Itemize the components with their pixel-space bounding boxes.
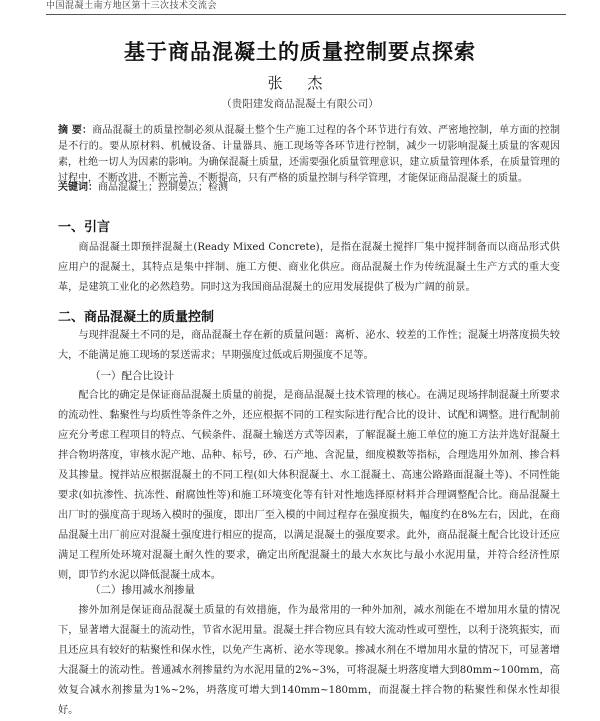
keywords-text: 商品混凝土；控制要点；检测 [98,182,228,193]
abstract [58,123,560,187]
mix-design-paragraph: 配合比的确定是保证商品混凝土质量的前提，是商品混凝土技术管理的核心。在满足现场拌制混凝土所要求的流动性、黏聚性与均质性等条件之外，还应根据不同的工程实际进行配合比的设计、试配和调整。进行配制前应充分考虑工程项目的特点、气候条件、混凝土输送方式等因素，了解混凝土施工单位的施工方法并选好混凝土拌合物坍落度，审核水泥产地、品种、标号，砂、石产地、含泥量，细度模数等指标，合理选用外加剂、掺合料及其掺量。搅拌站应根据混凝土的不同工程(如大体积混凝土、水工混凝土、高速公路路面混凝土等)、不同性能要求(如抗渗性、抗冻性、耐腐蚀性等)和施工环境变化等有针对性地选择原材料并合理调整配合比。商品混凝土出厂时的强度高于现场入模时的强度，即出厂至入模的中间过程存在强度损失，幅度约在8%左右，因此，在商品混凝土出厂前应对混凝土强度进行相应的提高，以满足混凝土的强度要求。此外，商品混凝土配合比设计还应满足工程所处环境对混凝土耐久性的要求，确定出所配混凝土的最大水灰比与最小水泥用量，并符合经济性原则，即节约水泥以降低混凝土成本。 [58,390,560,581]
keywords [58,180,560,196]
running-header: 中国混凝土南方地区第十三次技术交流会 [46,0,566,15]
keywords-label: 关键词： [58,182,98,193]
section-heading-intro: 一、引言 [58,220,111,235]
abstract-text: 商品混凝土的质量控制必须从混凝土整个生产施工过程的各个环节进行有效、严密地控制，单方面的控制是不行的。要从原材料、机械设备、计量器具、施工现场等各环节进行控制，减少一切影响混凝土质量的客观因素，杜绝一切人为因素的影响。为确保混凝土质量，还需要强化质量管理意识，建立质量管理体系，在质量管理的过程中，不断改进，不断完善，不断提高，只有严格的质量控制与科学管理，才能保证商品混凝土的质量。 [58,125,561,184]
paper-title: 基于商品混凝土的质量控制要点探索 [124,40,476,64]
water-reducer-paragraph: 掺外加剂是保证商品混凝土质量的有效措施，作为最常用的一种外加剂，减水剂能在不增加用水量的情况下，显著增大混凝土的流动性，节省水泥用量。混凝土拌合物应具有较大流动性或可塑性，以利于浇筑振实，而且还应具有较好的粘聚性和保水性，以免产生离析、泌水等现象。掺减水剂在不增加用水量的情况下，可显著增大混凝土的流动性。普通减水剂掺量约为水泥用量的2%~3%，可将混凝土坍落度增大到80mm~100mm，高效复合减水剂掺量为1%~2%，坍落度可增大到140mm~180mm，而混凝土拌合物的粘聚性和保水性却很好。 [58,605,560,716]
quality-control-paragraph: 与现拌混凝土不同的是，商品混凝土存在新的质量问题：离析、泌水、较差的工作性；混凝土坍落度损失较大，不能满足施工现场的泵送需求；早期强度过低或后期强度不足等。 [58,330,560,361]
section-heading-quality-control: 二、商品混凝土的质量控制 [58,310,215,325]
intro-paragraph: 商品混凝土即预拌混凝土(Ready Mixed Concrete)，是指在混凝土搅拌厂集中搅拌制备而以商品形式供应用户的混凝土，其特点是集中拌制、施工方便、商业化供应。商品混凝土作为传统混凝土生产方式的重大变革，是建筑工业化的必然趋势。同时这为我国商品混凝土的应用发展提供了极为广阔的前景。 [58,242,560,293]
subsection-heading-water-reducer: （二）掺用减水剂掺量 [90,584,195,596]
author-affiliation: （贵阳建发商品混凝土有限公司） [221,98,379,110]
abstract-label: 摘 要： [58,125,93,136]
subsection-heading-mix-design: （一）配合比设计 [90,370,174,382]
author-name: 张 杰 [267,74,333,92]
